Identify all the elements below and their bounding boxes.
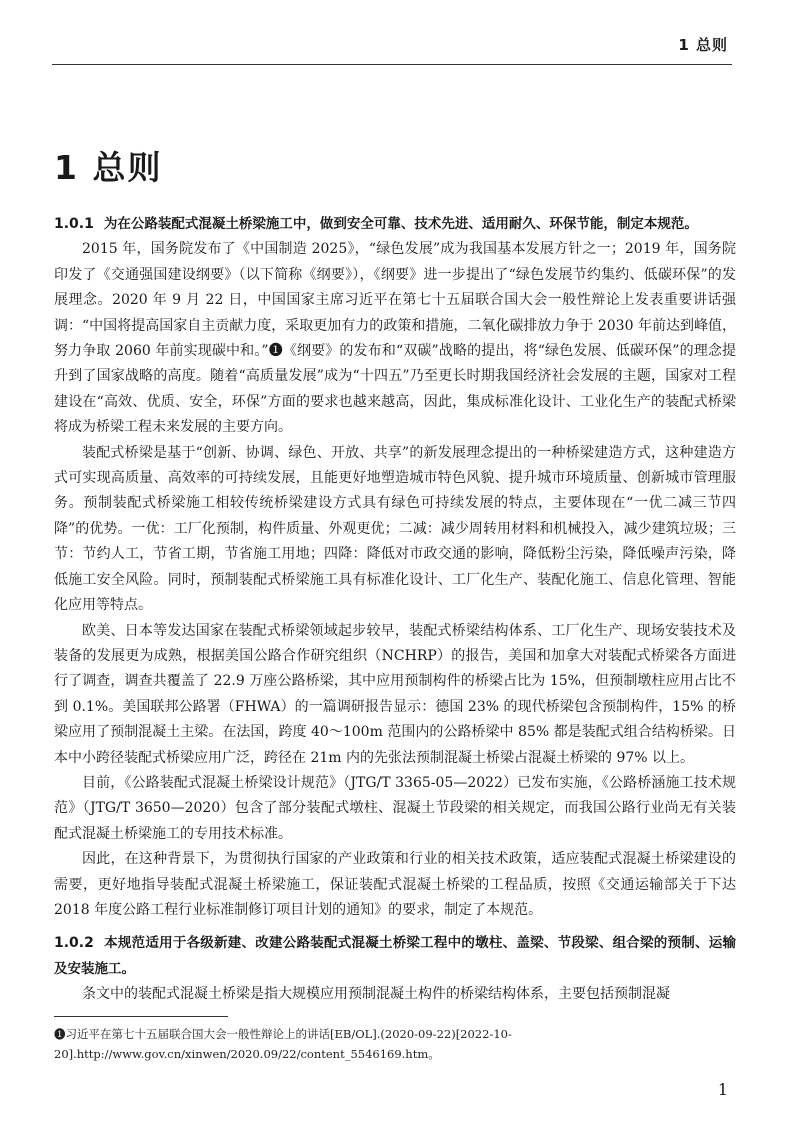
header-rule xyxy=(52,64,732,65)
footnote: ❶习近平在第七十五届联合国大会一般性辩论上的讲话[EB/OL].(2020-09-22)[2022-10-20].http://www.gov.cn/xinwen/2020.09/22/content_5546169.htm。 xyxy=(54,1027,512,1061)
clause-1-0-1 xyxy=(54,212,736,237)
clause-text: 本规范适用于各级新建、改建公路装配式混凝土桥梁工程中的墩柱、盖梁、节段梁、组合梁的预制、运输及安装施工。 xyxy=(54,935,736,977)
page-number: 1 xyxy=(717,1080,728,1099)
body-text xyxy=(54,212,736,1008)
running-header: 1 总则 xyxy=(678,36,728,54)
commentary-paragraph: 装配式桥梁是基于“创新、协调、绿色、开放、共享”的新发展理念提出的一种桥梁建造方式，这种建造方式可实现高质量、高效率的可持续发展，且能更好地塑造城市特色风貌、提升城市环境质量、创新城市管理服务。预制装配式桥梁施工相较传统桥梁建设方式具有绿色可持续发展的特点，主要体现在“一优二减三节四降”的优势。一优：工厂化预制，构件质量、外观更优；二减：减少周转用材料和机械投入，减少建筑垃圾；三节：节约人工，节省工期，节省施工用地；四降：降低对市政交通的影响，降低粉尘污染，降低噪声污染，降低施工安全风险。同时，预制装配式桥梁施工具有标准化设计、工厂化生产、装配化施工、信息化管理、智能化应用等特点。 xyxy=(54,444,736,614)
commentary-paragraph: 目前，《公路装配式混凝土桥梁设计规范》（JTG/T 3365-05—2022）已发布实施，《公路桥涵施工技术规范》（JTG/T 3650—2020）包含了部分装配式墩柱、混凝土节段梁的相关规定，而我国公路行业尚无有关装配式混凝土桥梁施工的专用技术标准。 xyxy=(54,774,736,842)
chapter-title: 1 总则 xyxy=(54,148,163,187)
commentary-paragraph: 欧美、日本等发达国家在装配式桥梁领域起步较早，装配式桥梁结构体系、工厂化生产、现场安装技术及装备的发展更为成熟，根据美国公路合作研究组织（NCHRP）的报告，美国和加拿大对装配式桥梁各方面进行了调查，调查共覆盖了 22.9 万座公路桥梁，其中应用预制构件的桥梁占比为 15%，但预制墩柱应用占比不到 0.1%。美国联邦公路署（FHWA）的一篇调研报告显示：德国 23% 的现代桥梁包含预制构件，15% 的桥梁应用了预制混凝土主梁。在法国，跨度 40～100m 范围内的公路桥梁中 85% 都是装配式组合结构桥梁。日本中小跨径装配式桥梁应用广泛，跨径在 21m 内的先张法预制混凝土桥梁占混凝土桥梁的 97% 以上。 xyxy=(54,622,736,766)
commentary-paragraph: 2015 年，国务院发布了《中国制造 2025》，“绿色发展”成为我国基本发展方针之一；2019 年，国务院印发了《交通强国建设纲要》（以下简称《纲要》），《纲要》进一步提出了“绿色发展节约集约、低碳环保”的发展理念。2020 年 9 月 22 日，中国国家主席习近平在第七十五届联合国大会一般性辩论上发表重要讲话强调：“中国将提高国家自主贡献力度，采取更加有力的政策和措施，二氧化碳排放力争于 2030 年前达到峰值，努力争取 2060 年前实现碳中和。”❶《纲要》的发布和“双碳”战略的提出，将“绿色发展、低碳环保”的理念提升到了国家战略的高度。随着“高质量发展”成为“十四五”乃至更长时期我国经济社会发展的主题，国家对工程建设在“高效、优质、安全，环保”方面的要求也越来越高，因此，集成标准化设计、工业化生产的装配式桥梁将成为桥梁工程未来发展的主要方向。 xyxy=(54,241,736,436)
footnote-rule xyxy=(54,1016,228,1017)
commentary-paragraph: 因此，在这种背景下，为贯彻执行国家的产业政策和行业的相关技术政策，适应装配式混凝土桥梁建设的需要，更好地指导装配式混凝土桥梁施工，保证装配式混凝土桥梁的工程品质，按照《交通运输部关于下达 2018 年度公路工程行业标准制修订项目计划的通知》的要求，制定了本规范。 xyxy=(54,851,736,918)
clause-spacer xyxy=(54,923,736,931)
clause-1-0-2 xyxy=(54,931,736,982)
clause-text: 为在公路装配式混凝土桥梁施工中，做到安全可靠、技术先进、适用耐久、环保节能，制定本规范。 xyxy=(103,216,698,232)
commentary-paragraph: 条文中的装配式混凝土桥梁是指大规模应用预制混凝土构件的桥梁结构体系，主要包括预制混凝 xyxy=(82,986,670,1003)
clause-number: 1.0.1 xyxy=(54,216,94,232)
clause-number: 1.0.2 xyxy=(54,935,94,952)
